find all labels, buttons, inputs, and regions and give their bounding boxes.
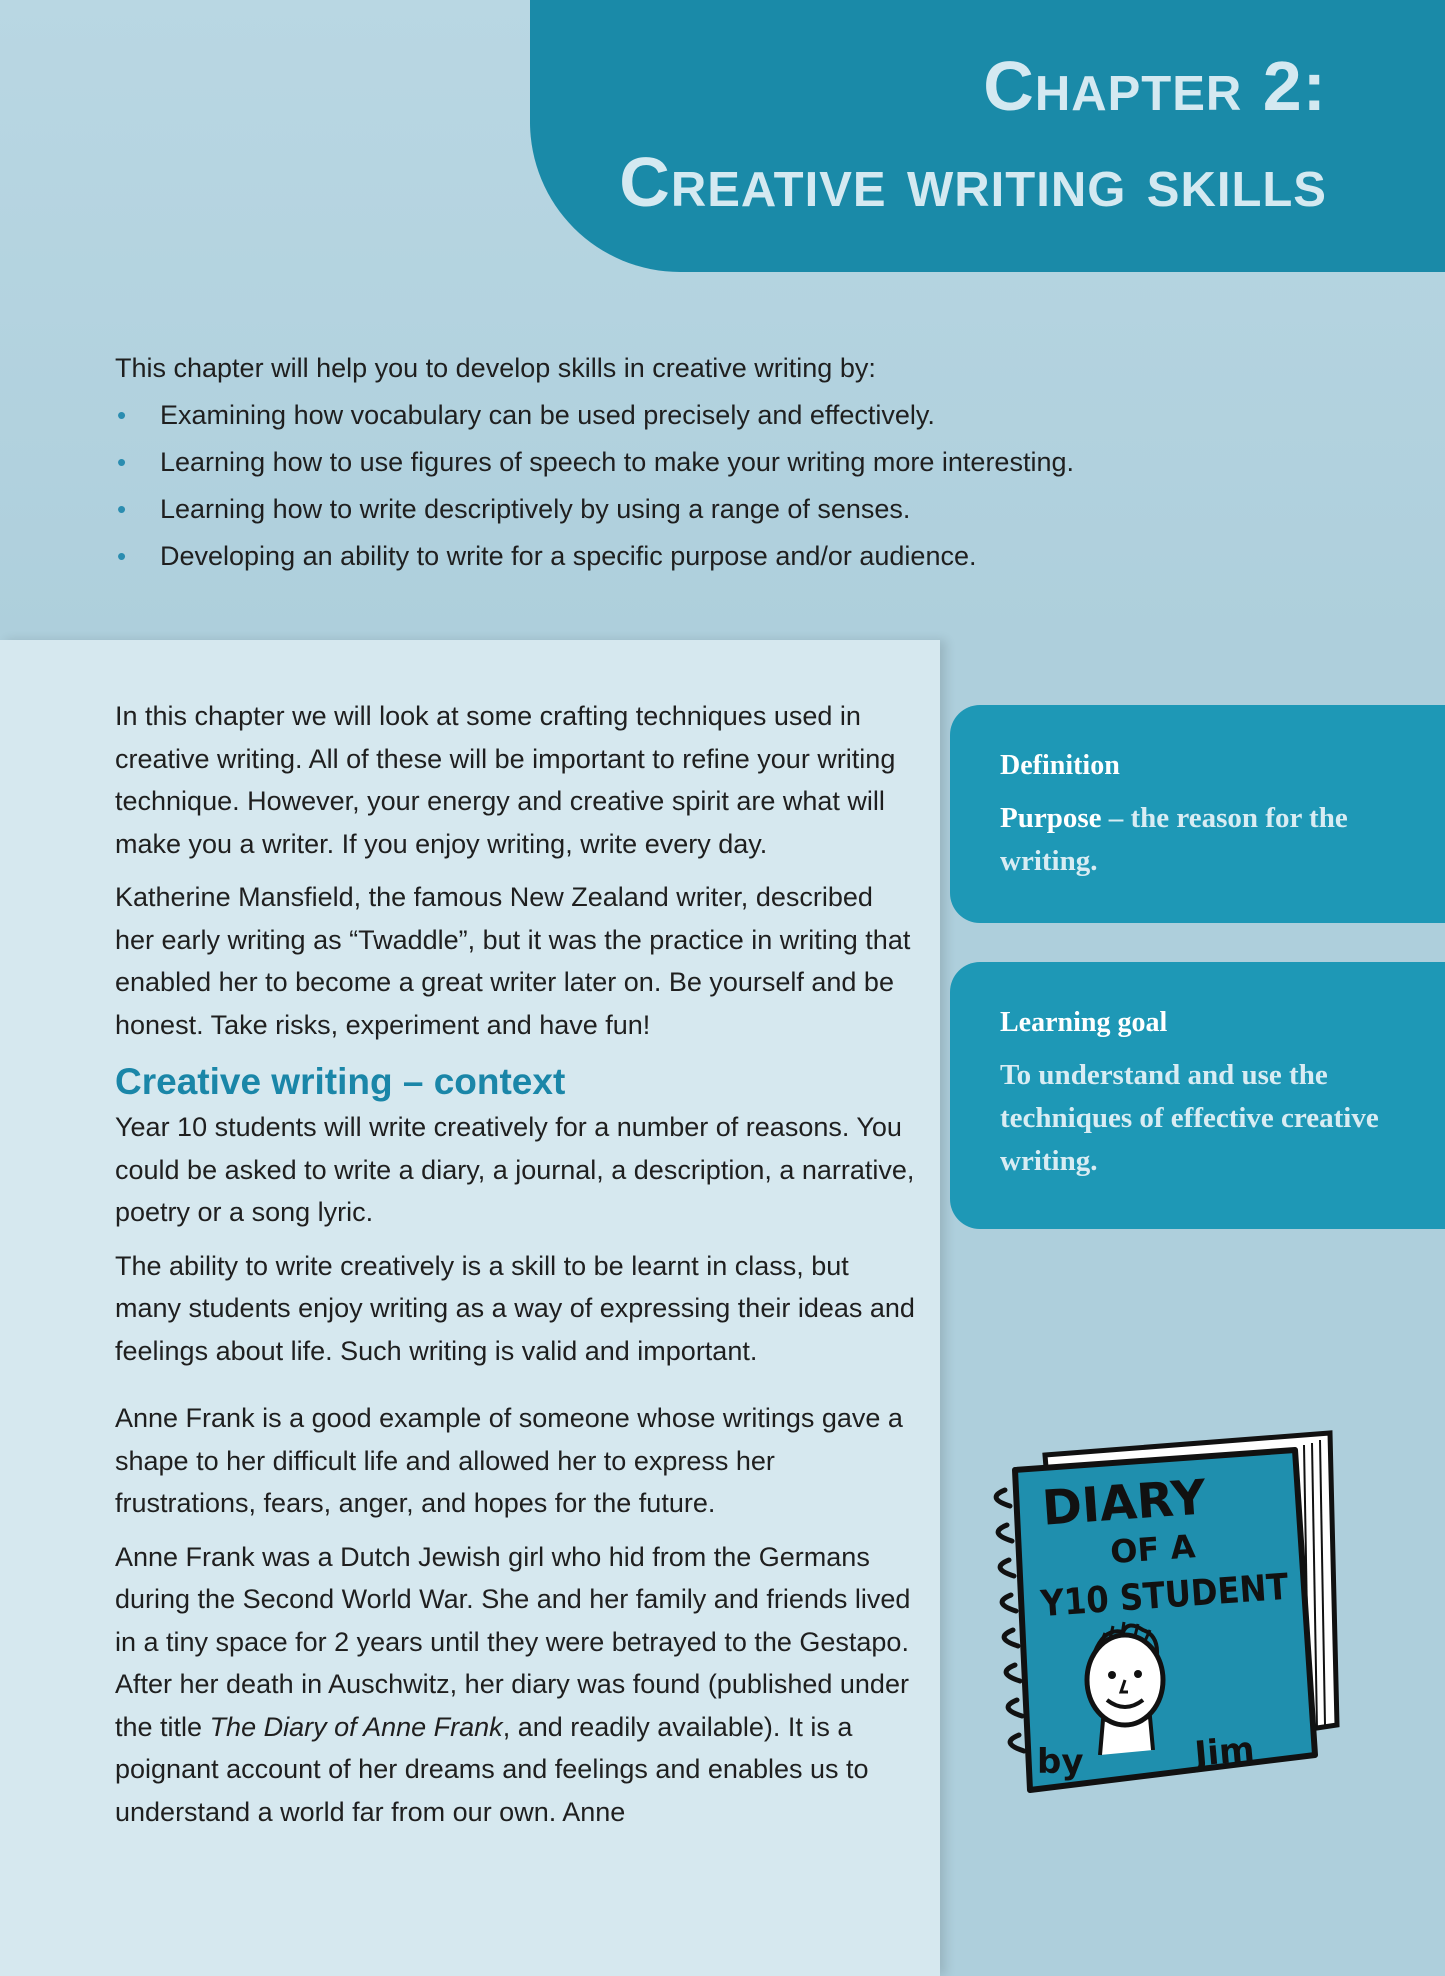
chapter-title xyxy=(619,38,1327,230)
paragraph: Anne Frank is a good example of someone whose writings gave a shape to her difficult life and allowed her to express her frustrations, fears, anger, and hopes for the future. xyxy=(115,1403,903,1518)
bullet-icon: • xyxy=(117,447,127,477)
objectives-lead: This chapter will help you to develop skills in creative writing by: xyxy=(115,353,876,383)
book-title: The Diary of Anne Frank xyxy=(209,1711,503,1742)
diary-title-line3: Y10 STUDENT xyxy=(1039,1564,1320,1626)
objective-item: • Learning how to use figures of speech to make your writing more interesting. xyxy=(115,439,1315,486)
diary-title-line2: OF A xyxy=(1109,1527,1197,1572)
definition-term: Purpose xyxy=(1000,802,1102,834)
bullet-icon: • xyxy=(117,400,127,430)
learning-goal-text: To understand and use the techniques of effective creative writing. xyxy=(1000,1059,1379,1177)
definition-title: Definition xyxy=(1000,750,1120,781)
paragraph: The ability to write creatively is a skill to be learnt in class, but many students enjoy writing as a way of expressing their ideas and feelings about life. Such writing is valid and important. xyxy=(115,1250,915,1366)
definition-text: Purpose – the reason for the writing. xyxy=(1000,802,1348,877)
bullet-icon: • xyxy=(117,541,127,571)
objective-item: • Examining how vocabulary can be used precisely and effectively. xyxy=(115,392,1315,439)
chapter-header-tab xyxy=(530,0,1445,272)
objectives-list xyxy=(115,392,1315,580)
body-column xyxy=(115,695,915,1844)
definition-box xyxy=(950,705,1445,923)
paragraph: Anne Frank was a Dutch Jewish girl who hid from the Germans during the Second World War. She and her family and friends lived in a tiny space for 2 years until they were betrayed to the Gestapo. After her death in Auschwitz, her diary was found (published under the title The Diary of Anne Frank, and readily available). It is a poignant account of her dreams and feelings and enables us to understand a world far from our own. Anne xyxy=(115,1541,911,1827)
chapter-objectives xyxy=(115,345,1315,580)
chapter-number: Chapter 2: xyxy=(983,47,1327,125)
paragraph: In this chapter we will look at some crafting techniques used in creative writing. All of these will be important to refine your writing technique. However, your energy and creative spirit are what will make you a writer. If you enjoy writing, write every day. xyxy=(115,701,896,859)
diary-author-name: Jim xyxy=(1193,1729,1257,1775)
paragraph: Katherine Mansfield, the famous New Zealand writer, described her early writing as “Twaddle”, but it was the practice in writing that enabled her to become a great writer later on. Be yourself and be honest. Take risks, experiment and have fun! xyxy=(115,882,911,1040)
bullet-icon: • xyxy=(117,494,127,524)
section-heading: Creative writing – context xyxy=(115,1061,566,1102)
objective-item: • Learning how to write descriptively by using a range of senses. xyxy=(115,486,1315,533)
objective-item: • Developing an ability to write for a specific purpose and/or audience. xyxy=(115,533,1315,580)
diary-title-line1: DIARY xyxy=(1040,1469,1208,1537)
paragraph: Year 10 students will write creatively for a number of reasons. You could be asked to write a diary, a journal, a description, a narrative, poetry or a song lyric. xyxy=(115,1112,915,1227)
learning-goal-box xyxy=(950,962,1445,1229)
learning-goal-title: Learning goal xyxy=(1000,1007,1168,1038)
diary-illustration xyxy=(975,1425,1345,1800)
diary-by-label: by xyxy=(1037,1742,1084,1782)
chapter-name: Creative writing skills xyxy=(619,143,1327,221)
